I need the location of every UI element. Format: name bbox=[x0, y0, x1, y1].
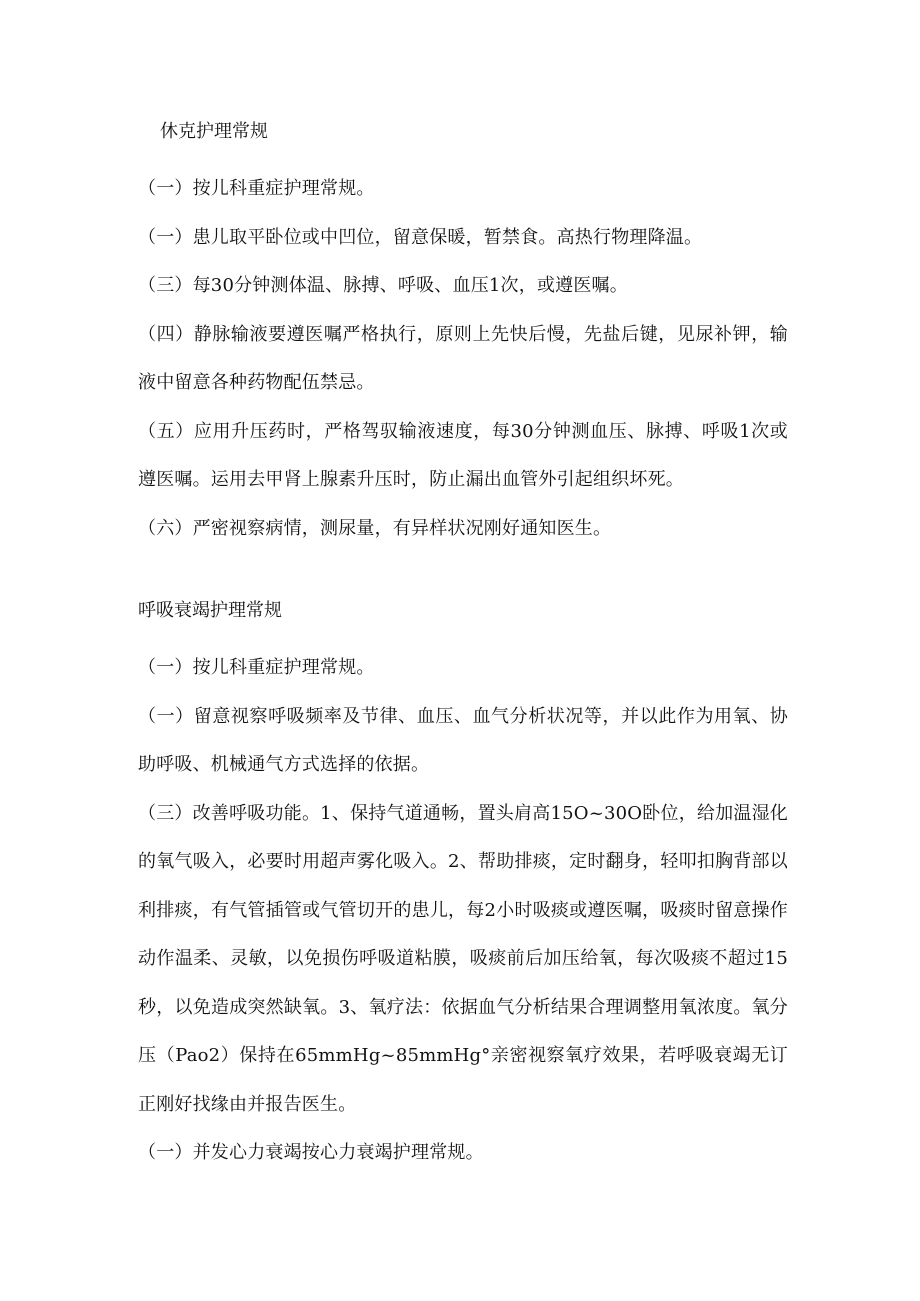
shock-item-1: （一）按儿科重症护理常规。 bbox=[138, 178, 375, 199]
shock-item-4: （四）静脉输液要遵医嘱严格执行，原则上先快后慢，先盐后键，见尿补钾，输液中留意各种药物配伍禁忌。 bbox=[138, 323, 788, 393]
respiratory-item-3: （三）改善呼吸功能。1、保持气道通畅，置头肩高15O~30O卧位，给加温湿化的氧气吸入，必要时用超声雾化吸入。2、帮助排痰，定时翻身，轻叩扣胸背部以利排痰，有气管插管或气管切开的患儿，每2小时吸痰或遵医嘱，吸痰时留意操作动作温柔、灵敏，以免损伤呼吸道粘膜，吸痰前后加压给氧，每次吸痰不超过15秒，以免造成突然缺氧。3、氧疗法：依据血气分析结果合理调整用氧浓度。氧分压（Pao2）保持在65mmHg~85mmHg°亲密视察氧疗效果，若呼吸衰竭无订正刚好找缘由并报告医生。 bbox=[138, 802, 788, 1115]
shock-item-6: （六）严密视察病情，测尿量，有异样状况刚好通知医生。 bbox=[138, 517, 612, 539]
respiratory-item-2: （一）留意视察呼吸频率及节律、血压、血气分析状况等，并以此作为用氧、协助呼吸、机械通气方式选择的依据。 bbox=[138, 705, 788, 775]
shock-nursing-section bbox=[138, 113, 788, 553]
respiratory-failure-nursing-section bbox=[138, 592, 788, 1178]
shock-item-2: （一）患儿取平卧位或中凹位，留意保暖，暂禁食。高热行物理降温。 bbox=[138, 226, 703, 248]
respiratory-section-title: 呼吸衰竭护理常规 bbox=[138, 600, 282, 621]
shock-item-5: （五）应用升压药时，严格驾驭输液速度，每30分钟测血压、脉搏、呼吸1次或遵医嘱。运用去甲肾上腺素升压时，防止漏出血管外引起组织坏死。 bbox=[138, 420, 788, 490]
shock-item-3: （三）每30分钟测体温、脉搏、呼吸、血压1次，或遵医嘱。 bbox=[138, 275, 628, 296]
respiratory-item-4: （一）并发心力衰竭按心力衰竭护理常规。 bbox=[138, 1142, 484, 1163]
respiratory-item-1: （一）按儿科重症护理常规。 bbox=[138, 657, 375, 678]
shock-section-title: 休克护理常规 bbox=[160, 121, 268, 142]
